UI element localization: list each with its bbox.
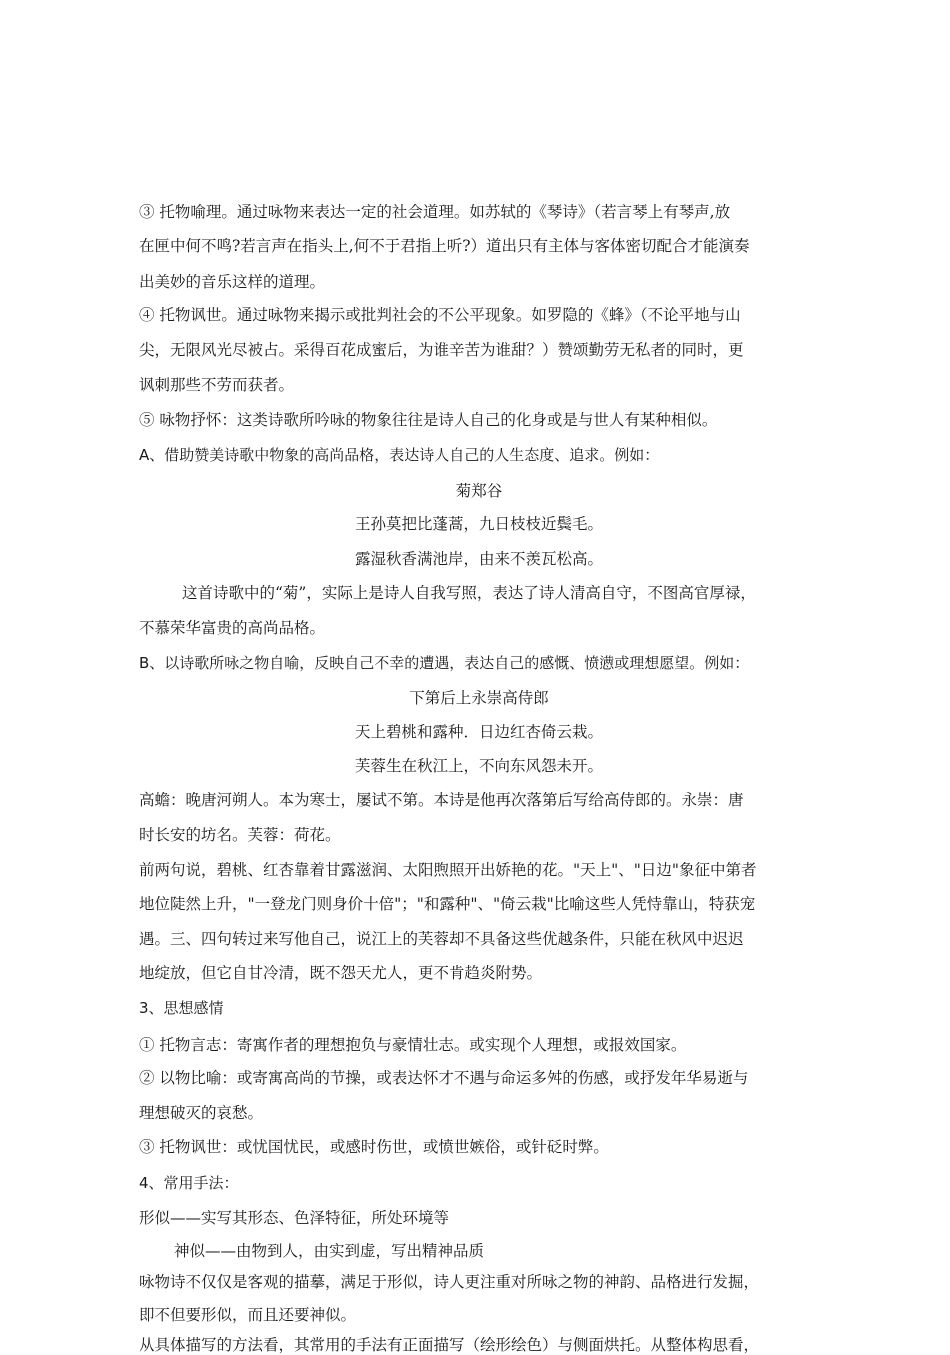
paragraph-line: 地绽放，但它自甘冷清，既不怨天尤人，更不肯趋炎附势。 (139, 964, 543, 982)
paragraph-line: 神似——由物到人，由实到虚，写出精神品质 (174, 1242, 485, 1260)
paragraph-line: 出美妙的音乐这样的道理。 (139, 273, 326, 291)
paragraph-line: 即不但要形似，而且还要神似。 (139, 1306, 357, 1324)
paragraph-line: 时长安的坊名。芙蓉：荷花。 (139, 826, 341, 844)
paragraph-line: 理想破灭的哀愁。 (139, 1104, 264, 1122)
paragraph-line: ③ 托物讽世：或忧国忧民，或感时伤世，或愤世嫉俗，或针砭时弊。 (139, 1138, 609, 1156)
paragraph-line: 前两句说，碧桃、红杏靠着甘露滋润、太阳煦照开出娇艳的花。"天上"、"日边"象征中第者 (139, 861, 757, 879)
poem-line: 芙蓉生在秋江上，不向东风怨未开。 (354, 757, 603, 775)
paragraph-line: 不慕荣华富贵的高尚品格。 (139, 619, 326, 637)
section-heading: 3、思想感情 (139, 999, 224, 1017)
paragraph-line: 尖，无限风光尽被占。采得百花成蜜后，为谁辛苦为谁甜？）赞颂勤劳无私者的同时，更 (139, 341, 744, 359)
paragraph-line: ③ 托物喻理。通过咏物来表达一定的社会道理。如苏轼的《琴诗》（若言琴上有琴声,放 (139, 203, 731, 221)
paragraph-line: 形似——实写其形态、色泽特征，所处环境等 (139, 1209, 450, 1227)
paragraph-line: 高蟾：晚唐河朔人。本为寒士，屡试不第。本诗是他再次落第后写给高侍郎的。永崇：唐 (139, 791, 744, 809)
paragraph-line: 讽刺那些不劳而获者。 (139, 376, 295, 394)
paragraph-line: 咏物诗不仅仅是客观的描摹，满足于形似，诗人更注重对所咏之物的神韵、品格进行发掘， (139, 1273, 760, 1291)
paragraph-line: 这首诗歌中的“菊”，实际上是诗人自我写照，表达了诗人清高自守，不图高官厚禄， (182, 584, 756, 602)
poem-title: 下第后上永崇高侍郎 (409, 689, 549, 707)
poem-line: 王孙莫把比蓬蒿，九日枝枝近鬓毛。 (354, 515, 603, 533)
paragraph-line: 遇。三、四句转过来写他自己，说江上的芙蓉却不具备这些优越条件，只能在秋风中迟迟 (139, 930, 744, 948)
paragraph-line: 在匣中何不鸣?若言声在指头上,何不于君指上听?）道出只有主体与客体密切配合才能演奏 (139, 237, 750, 255)
poem-title: 菊郑谷 (455, 482, 503, 500)
paragraph-line: 从具体描写的方法看，其常用的手法有正面描写（绘形绘色）与侧面烘托。从整体构思看， (139, 1336, 760, 1354)
paragraph-line: 地位陡然上升，"一登龙门则身价十倍"；"和露种"、"倚云栽"比喻这些人凭恃靠山，特获宠 (139, 895, 756, 913)
paragraph-line: ⑤ 咏物抒怀：这类诗歌所吟咏的物象往往是诗人自己的化身或是与世人有某种相似。 (139, 411, 718, 429)
section-heading: 4、常用手法： (139, 1174, 239, 1192)
section-label: B、以诗歌所咏之物自喻，反映自己不幸的遭遇，表达自己的感慨、愤懑或理想愿望。例如： (139, 654, 750, 672)
paragraph-line: ④ 托物讽世。通过咏物来揭示或批判社会的不公平现象。如罗隐的《蜂》（不论平地与山 (139, 306, 741, 324)
poem-line: 露湿秋香满池岸，由来不羡瓦松高。 (354, 550, 603, 568)
section-label: A、借助赞美诗歌中物象的高尚品格，表达诗人自己的人生态度、追求。例如： (139, 446, 660, 464)
poem-line: 天上碧桃和露种．日边红杏倚云栽。 (354, 723, 603, 741)
paragraph-line: ① 托物言志：寄寓作者的理想抱负与豪情壮志。或实现个人理想，或报效国家。 (139, 1036, 687, 1054)
paragraph-line: ② 以物比喻：或寄寓高尚的节操，或表达怀才不遇与命运多舛的伤感，或抒发年华易逝与 (139, 1069, 749, 1087)
